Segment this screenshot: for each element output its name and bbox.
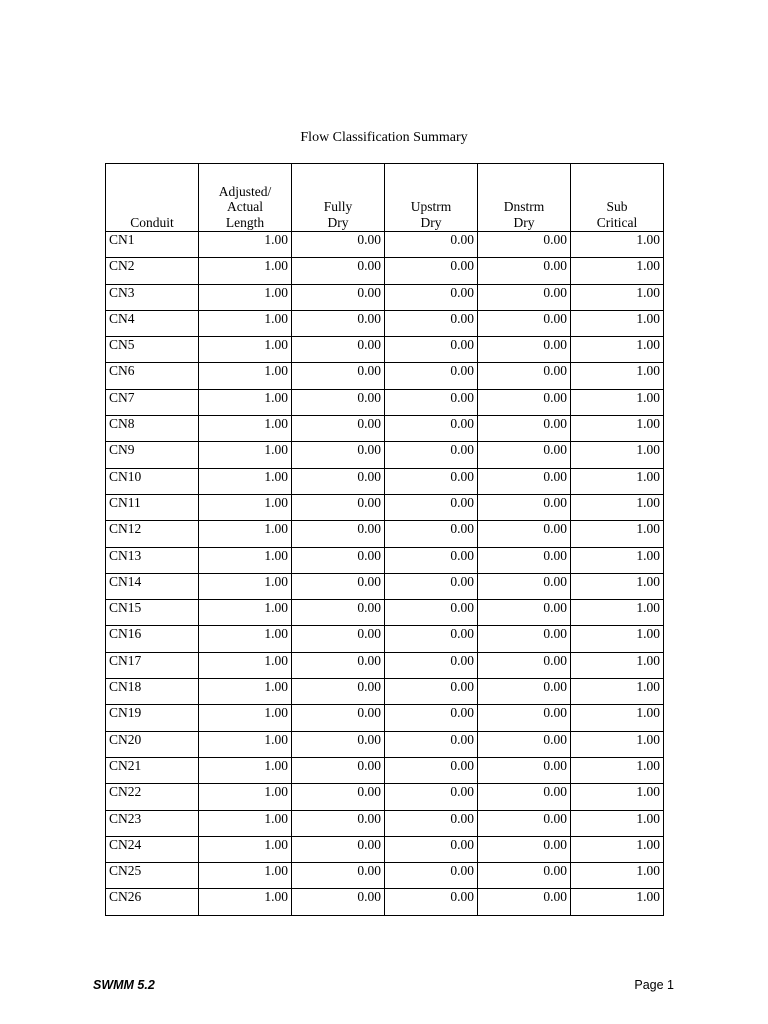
sub-critical-cell: 1.00 bbox=[571, 652, 664, 678]
conduit-cell: CN19 bbox=[106, 705, 199, 731]
fully-dry-cell: 0.00 bbox=[292, 679, 385, 705]
dnstrm-dry-cell: 0.00 bbox=[478, 494, 571, 520]
fully-dry-cell: 0.00 bbox=[292, 258, 385, 284]
dnstrm-dry-cell: 0.00 bbox=[478, 284, 571, 310]
table-row bbox=[106, 705, 664, 731]
fully-dry-cell: 0.00 bbox=[292, 468, 385, 494]
conduit-cell: CN12 bbox=[106, 521, 199, 547]
fully-dry-cell: 0.00 bbox=[292, 889, 385, 915]
dnstrm-dry-cell: 0.00 bbox=[478, 731, 571, 757]
table-header-row bbox=[106, 164, 664, 232]
sub-critical-cell: 1.00 bbox=[571, 573, 664, 599]
adjusted-length-cell: 1.00 bbox=[199, 626, 292, 652]
sub-critical-cell: 1.00 bbox=[571, 442, 664, 468]
table-row bbox=[106, 679, 664, 705]
fully-dry-cell: 0.00 bbox=[292, 310, 385, 336]
conduit-cell: CN25 bbox=[106, 863, 199, 889]
fully-dry-cell: 0.00 bbox=[292, 337, 385, 363]
sub-critical-cell: 1.00 bbox=[571, 784, 664, 810]
header-line: Dnstrm bbox=[503, 199, 545, 214]
sub-critical-cell: 1.00 bbox=[571, 258, 664, 284]
adjusted-length-cell: 1.00 bbox=[199, 521, 292, 547]
upstrm-dry-cell: 0.00 bbox=[385, 521, 478, 547]
upstrm-dry-cell: 0.00 bbox=[385, 232, 478, 258]
adjusted-length-cell: 1.00 bbox=[199, 784, 292, 810]
header-line: Dry bbox=[420, 214, 442, 230]
adjusted-length-cell: 1.00 bbox=[199, 310, 292, 336]
dnstrm-dry-cell: 0.00 bbox=[478, 784, 571, 810]
upstrm-dry-cell: 0.00 bbox=[385, 547, 478, 573]
table-row bbox=[106, 731, 664, 757]
upstrm-dry-cell: 0.00 bbox=[385, 337, 478, 363]
sub-critical-cell: 1.00 bbox=[571, 521, 664, 547]
conduit-cell: CN22 bbox=[106, 784, 199, 810]
header-line: Conduit bbox=[130, 214, 174, 230]
fully-dry-cell: 0.00 bbox=[292, 863, 385, 889]
conduit-cell: CN5 bbox=[106, 337, 199, 363]
dnstrm-dry-cell: 0.00 bbox=[478, 626, 571, 652]
fully-dry-cell: 0.00 bbox=[292, 389, 385, 415]
fully-dry-cell: 0.00 bbox=[292, 416, 385, 442]
table-row bbox=[106, 363, 664, 389]
table-row bbox=[106, 784, 664, 810]
table-row bbox=[106, 310, 664, 336]
adjusted-length-cell: 1.00 bbox=[199, 547, 292, 573]
dnstrm-dry-cell: 0.00 bbox=[478, 679, 571, 705]
dnstrm-dry-cell: 0.00 bbox=[478, 863, 571, 889]
sub-critical-cell: 1.00 bbox=[571, 363, 664, 389]
sub-critical-cell: 1.00 bbox=[571, 494, 664, 520]
table-row bbox=[106, 863, 664, 889]
upstrm-dry-cell: 0.00 bbox=[385, 784, 478, 810]
dnstrm-dry-cell: 0.00 bbox=[478, 337, 571, 363]
conduit-cell: CN9 bbox=[106, 442, 199, 468]
sub-critical-cell: 1.00 bbox=[571, 284, 664, 310]
table-row bbox=[106, 889, 664, 915]
dnstrm-dry-cell: 0.00 bbox=[478, 652, 571, 678]
sub-critical-cell: 1.00 bbox=[571, 705, 664, 731]
fully-dry-cell: 0.00 bbox=[292, 284, 385, 310]
conduit-cell: CN1 bbox=[106, 232, 199, 258]
dnstrm-dry-cell: 0.00 bbox=[478, 547, 571, 573]
fully-dry-cell: 0.00 bbox=[292, 232, 385, 258]
upstrm-dry-cell: 0.00 bbox=[385, 389, 478, 415]
upstrm-dry-cell: 0.00 bbox=[385, 863, 478, 889]
fully-dry-cell: 0.00 bbox=[292, 600, 385, 626]
header-line: Fully bbox=[323, 199, 353, 214]
conduit-cell: CN13 bbox=[106, 547, 199, 573]
fully-dry-cell: 0.00 bbox=[292, 757, 385, 783]
dnstrm-dry-cell: 0.00 bbox=[478, 416, 571, 442]
conduit-cell: CN20 bbox=[106, 731, 199, 757]
table-row bbox=[106, 626, 664, 652]
conduit-cell: CN16 bbox=[106, 626, 199, 652]
fully-dry-cell: 0.00 bbox=[292, 705, 385, 731]
column-header-conduit bbox=[106, 164, 199, 232]
sub-critical-cell: 1.00 bbox=[571, 679, 664, 705]
table-row bbox=[106, 652, 664, 678]
dnstrm-dry-cell: 0.00 bbox=[478, 232, 571, 258]
adjusted-length-cell: 1.00 bbox=[199, 573, 292, 599]
header-line: Length bbox=[225, 214, 265, 230]
conduit-cell: CN8 bbox=[106, 416, 199, 442]
sub-critical-cell: 1.00 bbox=[571, 310, 664, 336]
column-header-dnstrm-dry bbox=[478, 164, 571, 232]
footer-app-label: SWMM 5.2 bbox=[93, 978, 155, 992]
upstrm-dry-cell: 0.00 bbox=[385, 600, 478, 626]
upstrm-dry-cell: 0.00 bbox=[385, 468, 478, 494]
conduit-cell: CN6 bbox=[106, 363, 199, 389]
adjusted-length-cell: 1.00 bbox=[199, 232, 292, 258]
upstrm-dry-cell: 0.00 bbox=[385, 310, 478, 336]
dnstrm-dry-cell: 0.00 bbox=[478, 705, 571, 731]
conduit-cell: CN14 bbox=[106, 573, 199, 599]
sub-critical-cell: 1.00 bbox=[571, 600, 664, 626]
report-title: Flow Classification Summary bbox=[300, 130, 468, 145]
dnstrm-dry-cell: 0.00 bbox=[478, 310, 571, 336]
upstrm-dry-cell: 0.00 bbox=[385, 442, 478, 468]
adjusted-length-cell: 1.00 bbox=[199, 389, 292, 415]
fully-dry-cell: 0.00 bbox=[292, 573, 385, 599]
conduit-cell: CN18 bbox=[106, 679, 199, 705]
upstrm-dry-cell: 0.00 bbox=[385, 652, 478, 678]
conduit-cell: CN7 bbox=[106, 389, 199, 415]
fully-dry-cell: 0.00 bbox=[292, 547, 385, 573]
adjusted-length-cell: 1.00 bbox=[199, 863, 292, 889]
table-row bbox=[106, 232, 664, 258]
upstrm-dry-cell: 0.00 bbox=[385, 679, 478, 705]
table-row bbox=[106, 757, 664, 783]
sub-critical-cell: 1.00 bbox=[571, 757, 664, 783]
upstrm-dry-cell: 0.00 bbox=[385, 284, 478, 310]
table-row bbox=[106, 258, 664, 284]
dnstrm-dry-cell: 0.00 bbox=[478, 389, 571, 415]
table-row bbox=[106, 416, 664, 442]
adjusted-length-cell: 1.00 bbox=[199, 258, 292, 284]
table-row bbox=[106, 836, 664, 862]
fully-dry-cell: 0.00 bbox=[292, 836, 385, 862]
dnstrm-dry-cell: 0.00 bbox=[478, 810, 571, 836]
fully-dry-cell: 0.00 bbox=[292, 784, 385, 810]
conduit-cell: CN3 bbox=[106, 284, 199, 310]
sub-critical-cell: 1.00 bbox=[571, 232, 664, 258]
dnstrm-dry-cell: 0.00 bbox=[478, 573, 571, 599]
upstrm-dry-cell: 0.00 bbox=[385, 363, 478, 389]
upstrm-dry-cell: 0.00 bbox=[385, 810, 478, 836]
conduit-cell: CN17 bbox=[106, 652, 199, 678]
fully-dry-cell: 0.00 bbox=[292, 521, 385, 547]
table-row bbox=[106, 389, 664, 415]
dnstrm-dry-cell: 0.00 bbox=[478, 600, 571, 626]
dnstrm-dry-cell: 0.00 bbox=[478, 468, 571, 494]
adjusted-length-cell: 1.00 bbox=[199, 284, 292, 310]
conduit-cell: CN11 bbox=[106, 494, 199, 520]
header-line: Dry bbox=[513, 214, 535, 230]
adjusted-length-cell: 1.00 bbox=[199, 757, 292, 783]
column-header-upstrm-dry bbox=[385, 164, 478, 232]
sub-critical-cell: 1.00 bbox=[571, 547, 664, 573]
fully-dry-cell: 0.00 bbox=[292, 363, 385, 389]
header-line: Adjusted/ bbox=[218, 183, 272, 199]
sub-critical-cell: 1.00 bbox=[571, 889, 664, 915]
adjusted-length-cell: 1.00 bbox=[199, 600, 292, 626]
upstrm-dry-cell: 0.00 bbox=[385, 757, 478, 783]
table-row bbox=[106, 337, 664, 363]
footer-page-number: Page 1 bbox=[634, 978, 674, 992]
sub-critical-cell: 1.00 bbox=[571, 731, 664, 757]
conduit-cell: CN26 bbox=[106, 889, 199, 915]
upstrm-dry-cell: 0.00 bbox=[385, 573, 478, 599]
adjusted-length-cell: 1.00 bbox=[199, 416, 292, 442]
upstrm-dry-cell: 0.00 bbox=[385, 836, 478, 862]
dnstrm-dry-cell: 0.00 bbox=[478, 521, 571, 547]
upstrm-dry-cell: 0.00 bbox=[385, 626, 478, 652]
dnstrm-dry-cell: 0.00 bbox=[478, 889, 571, 915]
flow-classification-table bbox=[105, 163, 664, 916]
upstrm-dry-cell: 0.00 bbox=[385, 416, 478, 442]
dnstrm-dry-cell: 0.00 bbox=[478, 442, 571, 468]
sub-critical-cell: 1.00 bbox=[571, 468, 664, 494]
adjusted-length-cell: 1.00 bbox=[199, 363, 292, 389]
conduit-cell: CN2 bbox=[106, 258, 199, 284]
sub-critical-cell: 1.00 bbox=[571, 863, 664, 889]
adjusted-length-cell: 1.00 bbox=[199, 442, 292, 468]
column-header-fully-dry bbox=[292, 164, 385, 232]
table-row bbox=[106, 600, 664, 626]
fully-dry-cell: 0.00 bbox=[292, 494, 385, 520]
fully-dry-cell: 0.00 bbox=[292, 652, 385, 678]
adjusted-length-cell: 1.00 bbox=[199, 705, 292, 731]
conduit-cell: CN21 bbox=[106, 757, 199, 783]
fully-dry-cell: 0.00 bbox=[292, 731, 385, 757]
sub-critical-cell: 1.00 bbox=[571, 337, 664, 363]
conduit-cell: CN23 bbox=[106, 810, 199, 836]
adjusted-length-cell: 1.00 bbox=[199, 679, 292, 705]
table-row bbox=[106, 810, 664, 836]
upstrm-dry-cell: 0.00 bbox=[385, 731, 478, 757]
table-row bbox=[106, 284, 664, 310]
sub-critical-cell: 1.00 bbox=[571, 389, 664, 415]
header-line: Actual bbox=[227, 199, 263, 214]
conduit-cell: CN10 bbox=[106, 468, 199, 494]
conduit-cell: CN4 bbox=[106, 310, 199, 336]
header-line: Critical bbox=[596, 214, 638, 230]
header-line: Sub bbox=[606, 199, 628, 214]
header-line: Dry bbox=[327, 214, 349, 230]
dnstrm-dry-cell: 0.00 bbox=[478, 363, 571, 389]
table-row bbox=[106, 494, 664, 520]
sub-critical-cell: 1.00 bbox=[571, 416, 664, 442]
fully-dry-cell: 0.00 bbox=[292, 810, 385, 836]
upstrm-dry-cell: 0.00 bbox=[385, 705, 478, 731]
adjusted-length-cell: 1.00 bbox=[199, 810, 292, 836]
upstrm-dry-cell: 0.00 bbox=[385, 889, 478, 915]
dnstrm-dry-cell: 0.00 bbox=[478, 258, 571, 284]
dnstrm-dry-cell: 0.00 bbox=[478, 836, 571, 862]
upstrm-dry-cell: 0.00 bbox=[385, 494, 478, 520]
adjusted-length-cell: 1.00 bbox=[199, 889, 292, 915]
adjusted-length-cell: 1.00 bbox=[199, 468, 292, 494]
sub-critical-cell: 1.00 bbox=[571, 626, 664, 652]
adjusted-length-cell: 1.00 bbox=[199, 494, 292, 520]
table-row bbox=[106, 468, 664, 494]
upstrm-dry-cell: 0.00 bbox=[385, 258, 478, 284]
dnstrm-dry-cell: 0.00 bbox=[478, 757, 571, 783]
header-line: Upstrm bbox=[410, 199, 452, 214]
table-row bbox=[106, 521, 664, 547]
adjusted-length-cell: 1.00 bbox=[199, 652, 292, 678]
adjusted-length-cell: 1.00 bbox=[199, 836, 292, 862]
fully-dry-cell: 0.00 bbox=[292, 626, 385, 652]
adjusted-length-cell: 1.00 bbox=[199, 337, 292, 363]
adjusted-length-cell: 1.00 bbox=[199, 731, 292, 757]
conduit-cell: CN15 bbox=[106, 600, 199, 626]
column-header-sub-critical bbox=[571, 164, 664, 232]
column-header-adjusted-actual-length bbox=[199, 164, 292, 232]
table-row bbox=[106, 573, 664, 599]
sub-critical-cell: 1.00 bbox=[571, 836, 664, 862]
table-row bbox=[106, 547, 664, 573]
conduit-cell: CN24 bbox=[106, 836, 199, 862]
fully-dry-cell: 0.00 bbox=[292, 442, 385, 468]
table-body bbox=[106, 232, 664, 916]
sub-critical-cell: 1.00 bbox=[571, 810, 664, 836]
table-row bbox=[106, 442, 664, 468]
